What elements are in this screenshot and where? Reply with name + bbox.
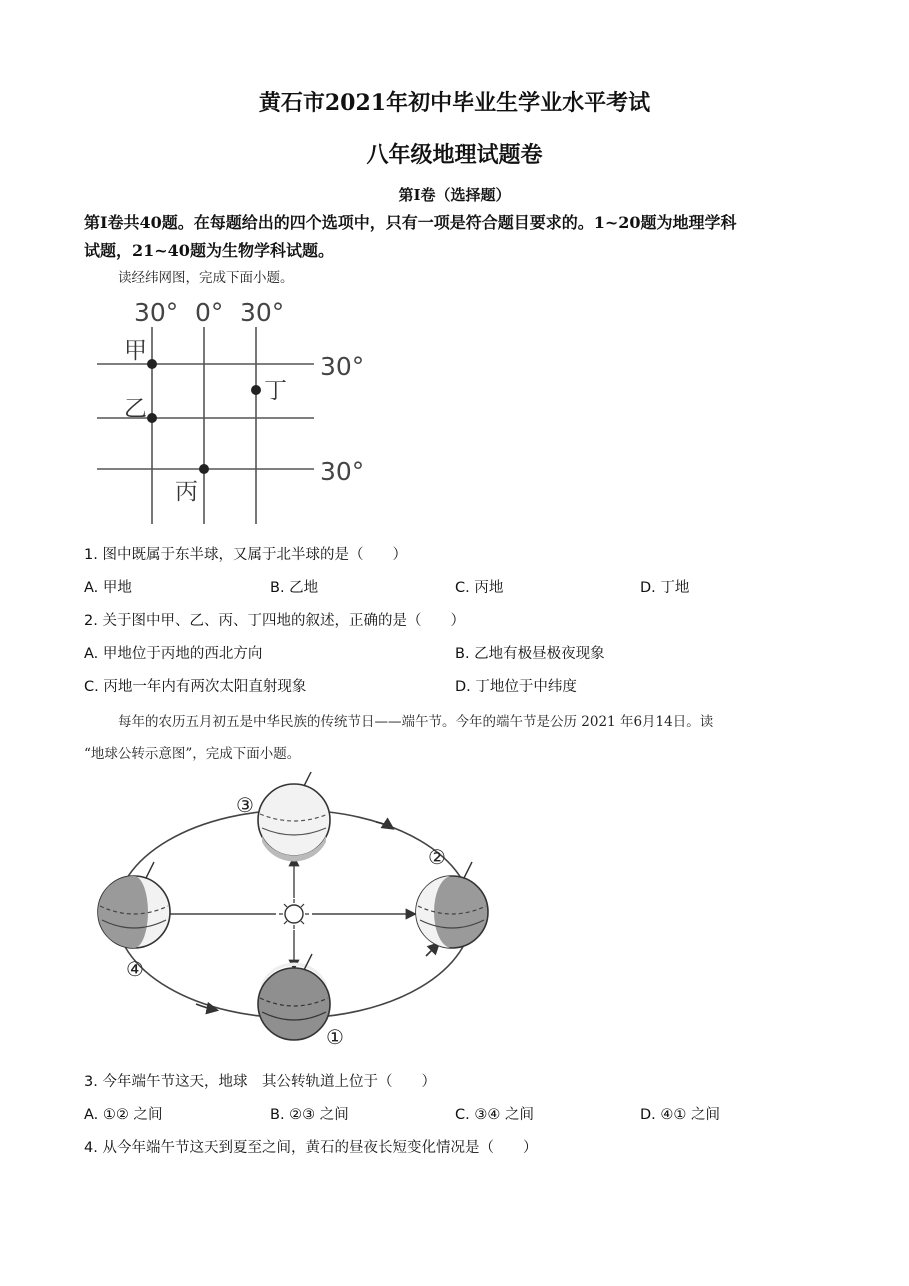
- question-1-option-c[interactable]: C. 丙地: [455, 580, 504, 596]
- question-4-stem: 4. 从今年端午节这天到夏至之间，黄石的昼夜长短变化情况是（ ）: [84, 1140, 538, 1156]
- point-ding-dot: [251, 385, 261, 395]
- position-label-2: ②: [428, 845, 446, 869]
- question-1-option-d[interactable]: D. 丁地: [640, 580, 690, 596]
- latitude-label-top: 30°: [320, 352, 365, 381]
- position-label-1: ①: [326, 1025, 344, 1049]
- latitude-label-bottom: 30°: [320, 457, 365, 486]
- point-yi-label: 乙: [124, 396, 147, 422]
- lat-lon-grid-diagram: [92, 292, 382, 528]
- orbit-arrow-bottom-right: [426, 944, 438, 956]
- sun-icon: [279, 899, 309, 929]
- question-2-option-d[interactable]: D. 丁地位于中纬度: [455, 679, 577, 695]
- earth-position-4: [98, 862, 170, 948]
- position-label-3: ③: [236, 793, 254, 817]
- instructions-line-1: 第I卷共40题。在每题给出的四个选项中，只有一项是符合题目要求的。1~20题为地理学科: [84, 213, 737, 232]
- paper-title: 八年级地理试题卷: [366, 142, 543, 168]
- point-yi-dot: [147, 413, 157, 423]
- earth-position-3: [258, 772, 330, 862]
- question-3-option-d[interactable]: D. ④① 之间: [640, 1107, 720, 1123]
- question-2-option-a[interactable]: A. 甲地位于丙地的西北方向: [84, 646, 263, 662]
- longitude-label-right: 30°: [240, 298, 285, 327]
- section-title: 第I卷（选择题）: [398, 186, 511, 204]
- point-bing-label: 丙: [175, 479, 198, 505]
- position-label-4: ④: [126, 957, 144, 981]
- question-2-option-c[interactable]: C. 丙地一年内有两次太阳直射现象: [84, 679, 307, 695]
- question-1-option-b[interactable]: B. 乙地: [270, 580, 319, 596]
- question-2-stem: 2. 关于图中甲、乙、丙、丁四地的叙述，正确的是（ ）: [84, 613, 465, 629]
- passage-2-intro-line-2: “地球公转示意图”，完成下面小题。: [84, 746, 301, 762]
- point-jia-label: 甲: [124, 338, 147, 364]
- exam-title: 黄石市2021年初中毕业生学业水平考试: [258, 90, 651, 116]
- point-bing-dot: [199, 464, 209, 474]
- point-jia-dot: [147, 359, 157, 369]
- question-3-option-a[interactable]: A. ①② 之间: [84, 1107, 163, 1123]
- earth-position-2: [416, 862, 488, 948]
- earth-revolution-diagram: [86, 772, 506, 1056]
- point-ding-label: 丁: [264, 378, 287, 404]
- question-3-option-c[interactable]: C. ③④ 之间: [455, 1107, 534, 1123]
- longitude-label-left: 30°: [134, 298, 179, 327]
- question-1-option-a[interactable]: A. 甲地: [84, 580, 132, 596]
- question-2-option-b[interactable]: B. 乙地有极昼极夜现象: [455, 646, 605, 662]
- question-1-stem: 1. 图中既属于东半球，又属于北半球的是（ ）: [84, 547, 407, 563]
- passage-1-intro: 读经纬网图，完成下面小题。: [118, 270, 294, 286]
- passage-2-intro-line-1: 每年的农历五月初五是中华民族的传统节日——端午节。今年的端午节是公历 2021 年6月14日。读: [118, 714, 714, 730]
- question-3-stem: 3. 今年端午节这天，地球 其公转轨道上位于（ ）: [84, 1074, 436, 1090]
- longitude-label-mid: 0°: [195, 298, 224, 327]
- instructions-line-2: 试题，21~40题为生物学科试题。: [84, 241, 334, 260]
- question-3-option-b[interactable]: B. ②③ 之间: [270, 1107, 349, 1123]
